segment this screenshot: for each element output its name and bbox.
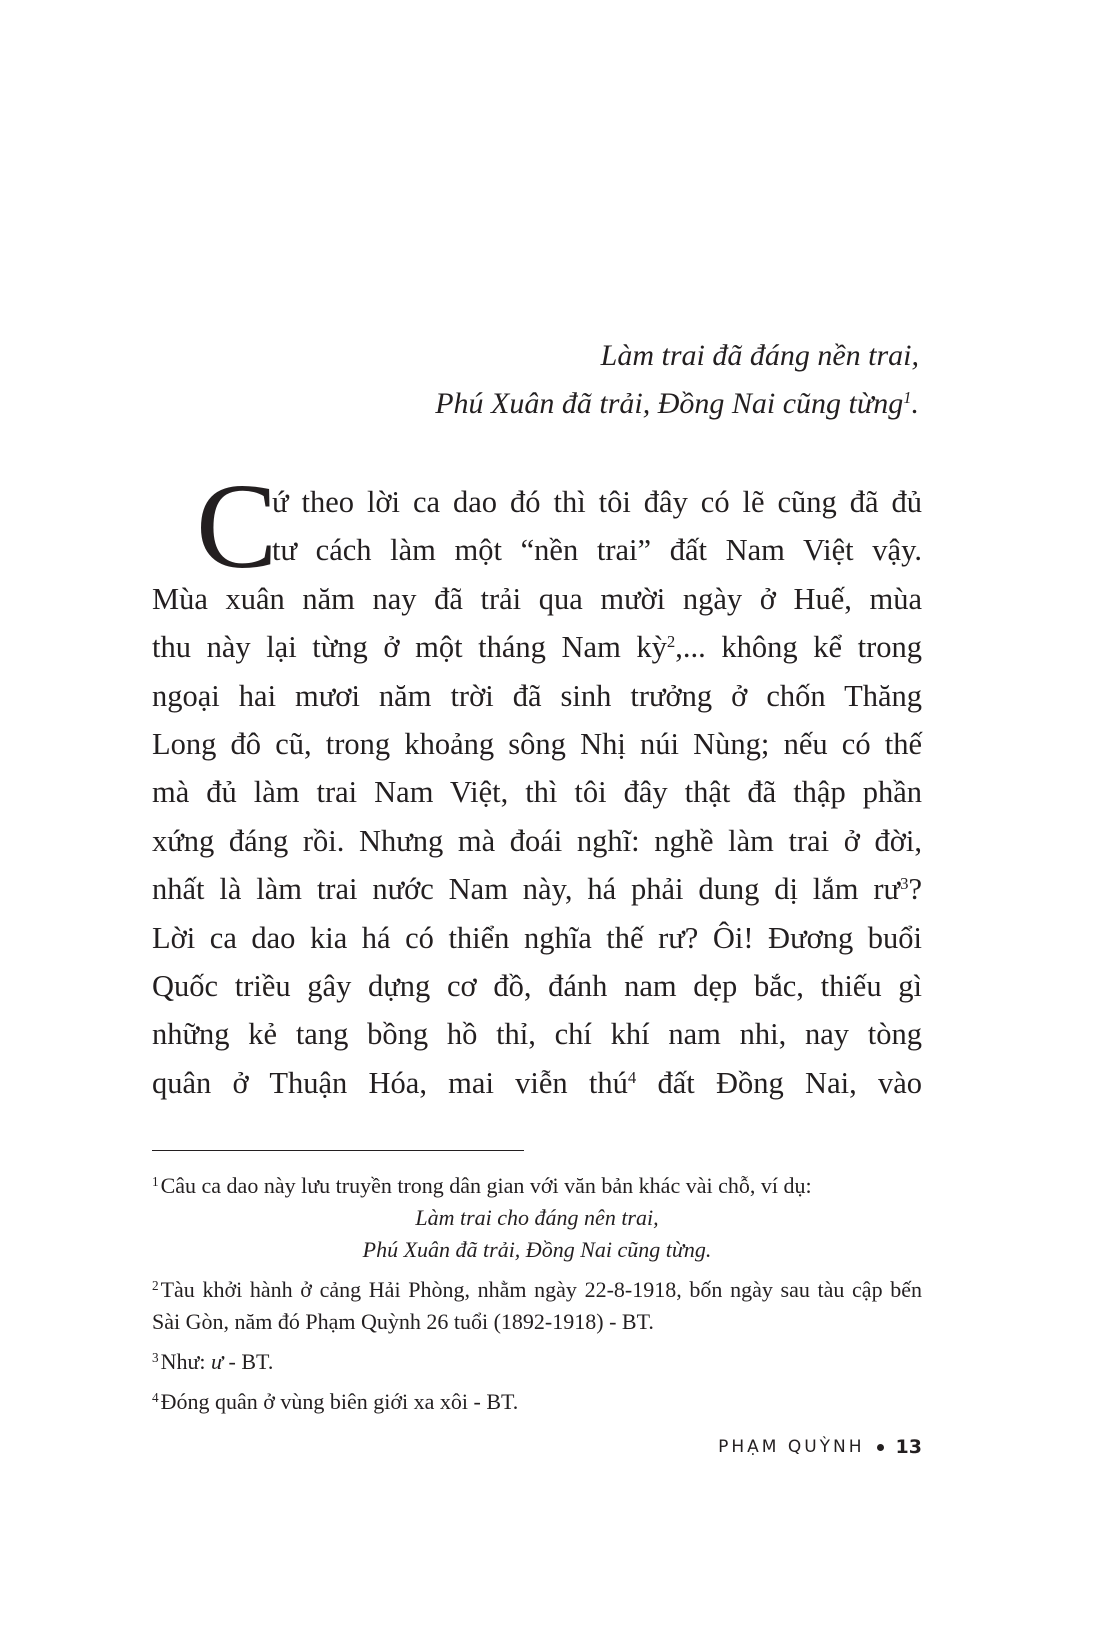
footnote-1-verse-line-1: Làm trai cho đáng nên trai, bbox=[415, 1205, 659, 1230]
footnote-4-body: Đóng quân ở vùng biên giới xa xôi - BT. bbox=[160, 1389, 519, 1414]
footnote-1-verse-line-2: Phú Xuân đã trải, Đồng Nai cũng từng. bbox=[362, 1237, 712, 1262]
footnote-4 bbox=[152, 1386, 922, 1418]
footnote-3-body-before: Như: bbox=[160, 1349, 212, 1374]
epigraph bbox=[219, 332, 919, 428]
epigraph-line-2 bbox=[219, 380, 919, 428]
epigraph-line-1: Làm trai đã đáng nền trai, bbox=[600, 339, 919, 372]
body-line-8: xứng đáng rồi. Nhưng mà đoái nghĩ: nghề làm trai ở đời, bbox=[152, 823, 922, 858]
footnote-ref-3[interactable]: 3 bbox=[900, 874, 909, 894]
footnote-3 bbox=[152, 1346, 922, 1378]
footnote-ref-4[interactable]: 4 bbox=[627, 1067, 637, 1087]
body-line-4 bbox=[152, 623, 922, 671]
body-line-13 bbox=[152, 1059, 922, 1107]
body-line-9-tail: ? bbox=[908, 872, 922, 907]
footnote-1 bbox=[152, 1170, 922, 1266]
footnote-2-body: Tàu khởi hành ở cảng Hải Phòng, nhằm ngày 22-8-1918, bốn ngày sau tàu cập bến Sài Gòn, năm đó Phạm Quỳnh 26 tuổi (1892-1918) - BT. bbox=[152, 1277, 922, 1334]
footnote-1-body: Câu ca dao này lưu truyền trong dân gian với văn bản khác vài chỗ, ví dụ: bbox=[160, 1173, 812, 1198]
body-line-3: Mùa xuân năm nay đã trải qua mười ngày ở Huế, mùa bbox=[152, 581, 922, 616]
footnotes bbox=[152, 1170, 922, 1426]
epigraph-line-2-text: Phú Xuân đã trải, Đồng Nai cũng từng bbox=[435, 387, 904, 420]
body-line-11: Quốc triều gây dựng cơ đồ, đánh nam dẹp bắc, thiếu gì bbox=[152, 968, 922, 1003]
body-line-12: những kẻ tang bồng hồ thỉ, chí khí nam nhi, nay tòng bbox=[152, 1017, 922, 1052]
footnote-ref-1[interactable]: 1 bbox=[903, 388, 912, 408]
body-text bbox=[152, 478, 922, 1107]
footnote-divider bbox=[152, 1150, 524, 1151]
footnote-4-marker: 4 bbox=[152, 1389, 159, 1405]
drop-cap: C bbox=[196, 459, 278, 594]
footnote-1-marker: 1 bbox=[152, 1173, 159, 1189]
footnote-2-marker: 2 bbox=[152, 1277, 159, 1293]
footnote-1-verse bbox=[152, 1202, 922, 1266]
body-line-5: ngoại hai mươi năm trời đã sinh trưởng ở chốn Thăng bbox=[152, 678, 922, 713]
body-line-10: Lời ca dao kia há có thiển nghĩa thế rư? Ôi! Đương buổi bbox=[152, 920, 922, 955]
body-line-13-text: quân ở Thuận Hóa, mai viễn thú bbox=[152, 1065, 628, 1100]
footer-author: PHẠM QUỲNH bbox=[718, 1437, 865, 1457]
body-line-1: ứ theo lời ca dao đó thì tôi đây có lẽ cũng đã đủ bbox=[272, 485, 922, 519]
body-line-6: Long đô cũ, trong khoảng sông Nhị núi Nùng; nếu có thế bbox=[152, 726, 922, 761]
footnote-1-text bbox=[152, 1170, 922, 1202]
body-line-13-tail: đất Đồng Nai, vào bbox=[636, 1065, 922, 1100]
page-number: 13 bbox=[895, 1436, 922, 1458]
footnote-3-body-italic: ư bbox=[211, 1349, 224, 1374]
body-line-4-tail: ,... không kể trong bbox=[675, 630, 922, 665]
body-line-9-text: nhất là làm trai nước Nam này, há phải dung dị lắm rư bbox=[152, 872, 901, 907]
running-footer bbox=[718, 1436, 922, 1458]
footnote-3-marker: 3 bbox=[152, 1349, 159, 1365]
bullet-icon bbox=[877, 1444, 884, 1451]
body-line-4-text: thu này lại từng ở một tháng Nam kỳ bbox=[152, 630, 667, 665]
footnote-2 bbox=[152, 1274, 922, 1338]
footnote-ref-2[interactable]: 2 bbox=[666, 632, 676, 652]
epigraph-line-2-end: . bbox=[911, 387, 919, 420]
footnote-3-body-after: - BT. bbox=[223, 1349, 274, 1374]
body-line-7: mà đủ làm trai Nam Việt, thì tôi đây thật đã thập phần bbox=[152, 775, 922, 810]
body-line-9 bbox=[152, 865, 922, 913]
body-line-2: tư cách làm một “nền trai” đất Nam Việt vậy. bbox=[272, 533, 922, 568]
